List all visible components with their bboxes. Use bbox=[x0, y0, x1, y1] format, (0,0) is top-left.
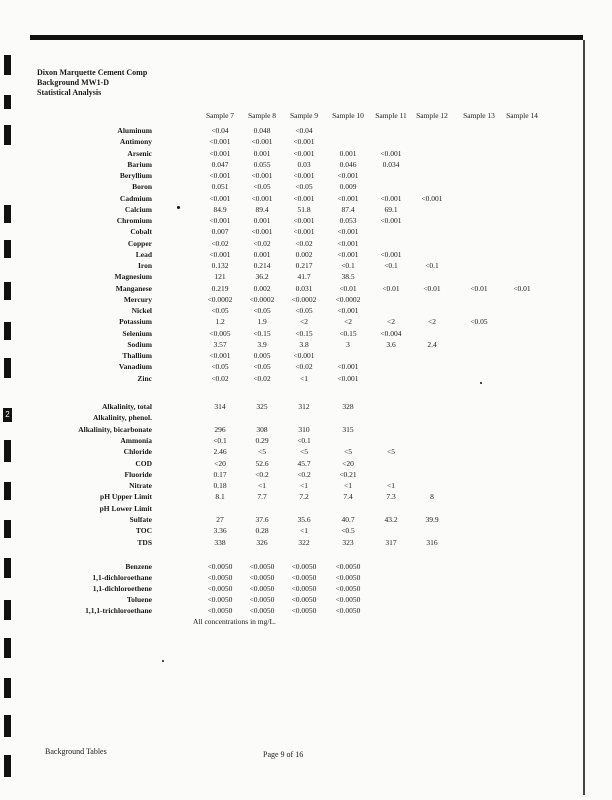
table-cell: 38.5 bbox=[341, 272, 355, 282]
table-cell: <2 bbox=[300, 317, 308, 327]
table-cell: <0.02 bbox=[253, 373, 271, 383]
table-cell: <0.15 bbox=[253, 328, 271, 338]
table-row bbox=[0, 459, 612, 470]
analyte-name: Copper bbox=[127, 238, 152, 248]
table-cell: 8.1 bbox=[215, 492, 225, 502]
table-row bbox=[0, 250, 612, 261]
table-cell: <0.05 bbox=[253, 306, 271, 315]
table-cell: 314 bbox=[214, 402, 226, 411]
table-cell: <0.001 bbox=[380, 193, 402, 203]
table-row bbox=[0, 538, 612, 549]
table-row bbox=[0, 239, 612, 250]
table-cell: <0.01 bbox=[382, 283, 400, 293]
analyte-name: Iron bbox=[137, 261, 152, 270]
table-cell: 312 bbox=[298, 402, 310, 411]
table-cell: <1 bbox=[258, 481, 266, 491]
table-cell: <0.001 bbox=[337, 373, 359, 383]
table-cell: 0.001 bbox=[253, 249, 271, 259]
table-cell: <0.0002 bbox=[335, 294, 361, 304]
table-cell: <0.1 bbox=[297, 435, 311, 445]
table-cell: <5 bbox=[258, 447, 266, 457]
footer-page-number: Page 9 of 16 bbox=[263, 750, 304, 759]
table-cell: <1 bbox=[344, 481, 352, 491]
table-cell: 39.9 bbox=[425, 515, 439, 524]
table-cell: <2 bbox=[344, 317, 352, 327]
table-cell: <1 bbox=[300, 481, 308, 491]
table-cell: <0.21 bbox=[339, 469, 357, 479]
table-cell: 328 bbox=[342, 402, 354, 411]
binding-mark bbox=[4, 95, 11, 109]
table-cell: 1.2 bbox=[215, 317, 225, 327]
table-cell: <0.02 bbox=[211, 373, 229, 383]
table-cell: 316 bbox=[426, 537, 438, 547]
table-cell: 0.034 bbox=[382, 159, 400, 169]
table-cell: <0.001 bbox=[337, 171, 359, 180]
table-cell: 0.009 bbox=[339, 182, 357, 192]
analyte-name: Fluoride bbox=[124, 469, 152, 479]
table-cell: <0.001 bbox=[209, 249, 231, 259]
analyte-name: pH Lower Limit bbox=[99, 503, 152, 513]
table-row bbox=[0, 160, 612, 171]
table-cell: <0.001 bbox=[337, 249, 359, 259]
analyte-name: Manganese bbox=[115, 283, 152, 293]
table-cell: 35.6 bbox=[297, 515, 311, 524]
analyte-name: 1,1-dichloroethene bbox=[92, 584, 152, 593]
table-cell: 0.005 bbox=[253, 351, 271, 360]
analyte-name: 1,1,1-trichloroethane bbox=[85, 606, 152, 615]
table-row bbox=[0, 272, 612, 283]
table-cell: 3.9 bbox=[257, 339, 267, 349]
table-row bbox=[0, 182, 612, 193]
table-cell: 7.2 bbox=[299, 492, 309, 502]
analyte-name: Aluminum bbox=[117, 126, 152, 135]
analyte-name: Cadmium bbox=[119, 193, 152, 203]
table-cell: <0.0050 bbox=[291, 573, 317, 582]
table-cell: <0.0050 bbox=[291, 584, 317, 593]
table-cell: <0.1 bbox=[213, 435, 227, 445]
table-cell: <0.0002 bbox=[249, 294, 275, 304]
table-cell: 0.217 bbox=[295, 261, 313, 270]
table-cell: 84.9 bbox=[213, 204, 227, 214]
table-cell: <0.0050 bbox=[207, 573, 233, 582]
table-cell: 0.18 bbox=[213, 481, 227, 491]
table-row bbox=[0, 470, 612, 481]
analyte-name: Arsenic bbox=[127, 148, 152, 158]
table-cell: 51.8 bbox=[297, 204, 311, 214]
table-row bbox=[0, 425, 612, 436]
table-row bbox=[0, 504, 612, 515]
table-row bbox=[0, 595, 612, 606]
column-header: Sample 14 bbox=[506, 111, 538, 120]
scan-speck bbox=[162, 660, 164, 662]
analyte-name: Sodium bbox=[127, 339, 152, 349]
column-header: Sample 8 bbox=[247, 111, 277, 120]
table-cell: 296 bbox=[214, 424, 226, 434]
scan-speck bbox=[177, 206, 180, 209]
analyte-name: 1,1-dichloroethane bbox=[92, 573, 152, 582]
table-cell: <0.01 bbox=[339, 283, 357, 293]
table-cell: 7.4 bbox=[343, 492, 353, 502]
table-cell: 325 bbox=[256, 402, 268, 411]
table-cell: 0.053 bbox=[339, 216, 357, 225]
table-cell: 43.2 bbox=[384, 515, 398, 524]
analyte-name: Alkalinity, total bbox=[101, 402, 152, 411]
table-cell: 3.8 bbox=[299, 339, 309, 349]
table-cell: <1 bbox=[300, 526, 308, 536]
table-cell: <0.01 bbox=[513, 283, 531, 293]
table-row bbox=[0, 374, 612, 385]
table-cell: <0.001 bbox=[209, 193, 231, 203]
table-cell: <0.0050 bbox=[335, 573, 361, 582]
table-cell: <0.001 bbox=[293, 227, 315, 237]
table-cell: <0.15 bbox=[295, 328, 313, 338]
table-cell: <0.02 bbox=[295, 238, 313, 248]
table-cell: 36.2 bbox=[255, 272, 269, 282]
table-cell: 41.7 bbox=[297, 272, 311, 282]
analysis-title: Statistical Analysis bbox=[37, 88, 102, 97]
table-cell: 0.28 bbox=[255, 526, 269, 536]
table-cell: <1 bbox=[300, 373, 308, 383]
table-cell: <2 bbox=[387, 317, 395, 327]
analyte-name: TDS bbox=[137, 537, 152, 547]
table-cell: 2.4 bbox=[427, 339, 437, 349]
analyte-name: Alkalinity, phenol. bbox=[93, 413, 152, 423]
analyte-name: Magnesium bbox=[114, 272, 152, 282]
table-cell: 315 bbox=[342, 424, 354, 434]
scan-speck bbox=[480, 382, 482, 384]
analyte-name: Nitrate bbox=[129, 481, 152, 491]
table-cell: <0.004 bbox=[380, 328, 402, 338]
table-row bbox=[0, 126, 612, 137]
table-row bbox=[0, 194, 612, 205]
table-cell: 0.055 bbox=[253, 159, 271, 169]
table-cell: <0.001 bbox=[209, 171, 231, 180]
table-cell: <0.001 bbox=[293, 171, 315, 180]
table-row bbox=[0, 261, 612, 272]
analyte-name: Thallium bbox=[122, 351, 152, 360]
table-cell: <0.02 bbox=[253, 238, 271, 248]
column-header: Sample 12 bbox=[416, 111, 448, 120]
table-cell: 0.001 bbox=[253, 148, 271, 158]
table-cell: <0.05 bbox=[211, 306, 229, 315]
table-cell: <0.001 bbox=[251, 137, 273, 147]
table-cell: <0.0050 bbox=[335, 595, 361, 604]
table-cell: <2 bbox=[428, 317, 436, 327]
table-cell: 338 bbox=[214, 537, 226, 547]
document-header bbox=[37, 68, 147, 98]
table-cell: <0.05 bbox=[253, 362, 271, 372]
binding-mark bbox=[4, 638, 11, 658]
table-cell: 40.7 bbox=[341, 515, 355, 524]
table-cell: <0.2 bbox=[297, 469, 311, 479]
analyte-name: COD bbox=[135, 458, 152, 468]
table-cell: <0.0050 bbox=[335, 562, 361, 571]
table-cell: <1 bbox=[387, 481, 395, 491]
table-cell: <0.05 bbox=[295, 306, 313, 315]
table-cell: <0.001 bbox=[251, 171, 273, 180]
table-row bbox=[0, 436, 612, 447]
well-id: Background MW1-D bbox=[37, 78, 110, 87]
table-cell: 121 bbox=[214, 272, 226, 282]
table-cell: 0.048 bbox=[253, 126, 271, 135]
table-cell: <0.0050 bbox=[291, 562, 317, 571]
table-row bbox=[0, 402, 612, 413]
analyte-name: Calcium bbox=[124, 204, 152, 214]
analyte-name: TOC bbox=[135, 526, 152, 536]
table-cell: <0.0050 bbox=[207, 562, 233, 571]
table-row bbox=[0, 227, 612, 238]
table-cell: 2.46 bbox=[213, 447, 227, 457]
analyte-name: Zinc bbox=[137, 373, 152, 383]
table-cell: <0.001 bbox=[421, 193, 443, 203]
table-cell: 0.001 bbox=[253, 216, 271, 225]
table-cell: <0.1 bbox=[384, 261, 398, 270]
table-cell: 89.4 bbox=[255, 204, 269, 214]
table-cell: 7.7 bbox=[257, 492, 267, 502]
table-row bbox=[0, 606, 612, 617]
table-cell: <0.0050 bbox=[335, 584, 361, 593]
table-row bbox=[0, 515, 612, 526]
table-cell: 0.214 bbox=[253, 261, 271, 270]
column-header: Sample 11 bbox=[375, 111, 407, 120]
table-cell: <0.0050 bbox=[291, 606, 317, 615]
company-name: Dixon Marquette Cement Comp bbox=[37, 68, 148, 77]
table-cell: <0.005 bbox=[209, 328, 231, 338]
table-row bbox=[0, 149, 612, 160]
table-row bbox=[0, 351, 612, 362]
column-header: Sample 9 bbox=[289, 111, 319, 120]
table-cell: <0.001 bbox=[293, 137, 315, 147]
table-cell: <0.5 bbox=[341, 526, 355, 536]
table-row bbox=[0, 171, 612, 182]
table-cell: <0.001 bbox=[337, 306, 359, 315]
table-cell: 3.36 bbox=[213, 526, 227, 536]
binding-mark bbox=[4, 715, 11, 737]
analyte-name: Lead bbox=[135, 249, 152, 259]
analyte-name: Chloride bbox=[123, 447, 152, 457]
table-cell: <0.0002 bbox=[207, 294, 233, 304]
table-cell: 0.29 bbox=[255, 435, 269, 445]
table-cell: <0.001 bbox=[380, 216, 402, 225]
table-cell: <0.001 bbox=[380, 148, 402, 158]
table-row bbox=[0, 137, 612, 148]
analyte-name: Selenium bbox=[122, 328, 152, 338]
table-cell: <0.04 bbox=[295, 126, 313, 135]
table-cell: <0.05 bbox=[211, 362, 229, 372]
table-cell: <5 bbox=[300, 447, 308, 457]
table-cell: <0.01 bbox=[470, 283, 488, 293]
binding-mark bbox=[4, 678, 11, 698]
table-cell: 52.6 bbox=[255, 458, 269, 468]
table-cell: 45.7 bbox=[297, 458, 311, 468]
table-row bbox=[0, 317, 612, 328]
table-cell: 0.046 bbox=[339, 159, 357, 169]
table-row bbox=[0, 573, 612, 584]
table-cell: 1.9 bbox=[257, 317, 267, 327]
analyte-name: Boron bbox=[132, 182, 152, 192]
binding-mark bbox=[4, 755, 11, 777]
footer-section-title: Background Tables bbox=[45, 747, 107, 756]
table-cell: <0.001 bbox=[337, 362, 359, 372]
table-cell: <0.0050 bbox=[207, 606, 233, 615]
table-cell: <0.0050 bbox=[249, 595, 275, 604]
analyte-name: Beryllium bbox=[119, 171, 152, 180]
table-cell: <0.0050 bbox=[207, 584, 233, 593]
table-cell: <0.1 bbox=[425, 261, 439, 270]
table-cell: <0.0050 bbox=[249, 573, 275, 582]
table-cell: 0.132 bbox=[211, 261, 229, 270]
table-cell: <0.001 bbox=[293, 351, 315, 360]
table-cell: 0.031 bbox=[295, 283, 313, 293]
table-cell: <0.04 bbox=[211, 126, 229, 135]
table-cell: <0.15 bbox=[339, 328, 357, 338]
analyte-name: Chromium bbox=[116, 216, 152, 225]
table-cell: 3 bbox=[346, 339, 350, 349]
table-row bbox=[0, 205, 612, 216]
units-note: All concentrations in mg/L. bbox=[193, 617, 276, 626]
table-cell: 322 bbox=[298, 537, 310, 547]
table-row bbox=[0, 284, 612, 295]
analyte-name: Ammonia bbox=[120, 435, 152, 445]
table-cell: <20 bbox=[342, 458, 354, 468]
table-cell: 37.6 bbox=[255, 515, 269, 524]
table-cell: <0.001 bbox=[293, 148, 315, 158]
table-cell: <0.0050 bbox=[335, 606, 361, 615]
table-cell: 69.1 bbox=[384, 204, 398, 214]
table-cell: 0.007 bbox=[211, 227, 229, 237]
table-cell: <0.001 bbox=[293, 193, 315, 203]
table-cell: 323 bbox=[342, 537, 354, 547]
analyte-name: Alkalinity, bicarbonate bbox=[78, 424, 152, 434]
table-cell: <0.05 bbox=[253, 182, 271, 192]
table-cell: 3.6 bbox=[386, 339, 396, 349]
table-cell: 87.4 bbox=[341, 204, 355, 214]
column-headers bbox=[0, 111, 612, 123]
analyte-name: Toluene bbox=[126, 595, 152, 604]
table-cell: 0.001 bbox=[339, 148, 357, 158]
table-row bbox=[0, 340, 612, 351]
table-cell: <0.0002 bbox=[291, 294, 317, 304]
table-row bbox=[0, 295, 612, 306]
top-border bbox=[30, 35, 583, 40]
table-cell: 308 bbox=[256, 424, 268, 434]
table-cell: <0.001 bbox=[209, 351, 231, 360]
table-cell: <20 bbox=[214, 458, 226, 468]
analyte-name: Mercury bbox=[123, 294, 152, 304]
table-cell: <0.001 bbox=[251, 193, 273, 203]
table-cell: <5 bbox=[387, 447, 395, 457]
table-cell: <0.2 bbox=[255, 469, 269, 479]
table-cell: 0.002 bbox=[295, 249, 313, 259]
table-row bbox=[0, 362, 612, 373]
table-cell: <0.001 bbox=[209, 137, 231, 147]
column-header: Sample 7 bbox=[205, 111, 235, 120]
table-row bbox=[0, 447, 612, 458]
table-cell: <0.001 bbox=[337, 238, 359, 248]
table-row bbox=[0, 306, 612, 317]
table-cell: 0.219 bbox=[211, 283, 229, 293]
table-row bbox=[0, 413, 612, 424]
analyte-name: pH Upper Limit bbox=[100, 492, 152, 502]
table-cell: <0.0050 bbox=[249, 606, 275, 615]
table-cell: 8 bbox=[430, 492, 434, 502]
table-cell: 0.03 bbox=[297, 159, 311, 169]
table-cell: 27 bbox=[216, 515, 224, 524]
table-row bbox=[0, 481, 612, 492]
table-cell: 310 bbox=[298, 424, 310, 434]
table-cell: <0.0050 bbox=[249, 562, 275, 571]
table-cell: 0.17 bbox=[213, 469, 227, 479]
table-cell: <0.001 bbox=[293, 216, 315, 225]
table-cell: <0.02 bbox=[211, 238, 229, 248]
table-cell: 326 bbox=[256, 537, 268, 547]
table-cell: 317 bbox=[385, 537, 397, 547]
analyte-name: Potassium bbox=[119, 317, 152, 327]
table-row bbox=[0, 584, 612, 595]
table-cell: 0.047 bbox=[211, 159, 229, 169]
table-row bbox=[0, 216, 612, 227]
table-cell: <0.001 bbox=[209, 216, 231, 225]
analyte-name: Sulfate bbox=[129, 515, 152, 524]
table-cell: 3.57 bbox=[213, 339, 227, 349]
analyte-name: Cobalt bbox=[130, 227, 152, 237]
table-row bbox=[0, 562, 612, 573]
table-cell: <0.001 bbox=[380, 249, 402, 259]
analyte-name: Barium bbox=[127, 159, 152, 169]
table-row bbox=[0, 329, 612, 340]
table-cell: 0.002 bbox=[253, 283, 271, 293]
table-cell: <0.0050 bbox=[291, 595, 317, 604]
table-cell: 7.3 bbox=[386, 492, 396, 502]
table-cell: <0.0050 bbox=[249, 584, 275, 593]
column-header: Sample 13 bbox=[463, 111, 495, 120]
table-cell: <0.001 bbox=[337, 227, 359, 237]
table-cell: <0.05 bbox=[470, 317, 488, 327]
analyte-name: Benzene bbox=[125, 562, 152, 571]
table-cell: 0.051 bbox=[211, 182, 229, 192]
table-row bbox=[0, 526, 612, 537]
column-header: Sample 10 bbox=[332, 111, 364, 120]
table-cell: <0.05 bbox=[295, 182, 313, 192]
table-cell: <0.1 bbox=[341, 261, 355, 270]
table-cell: <5 bbox=[344, 447, 352, 457]
table-cell: <0.001 bbox=[337, 193, 359, 203]
binding-mark bbox=[4, 55, 11, 75]
analyte-name: Antimony bbox=[119, 137, 152, 147]
table-cell: <0.0050 bbox=[207, 595, 233, 604]
table-row bbox=[0, 492, 612, 503]
table-cell: <0.001 bbox=[209, 148, 231, 158]
table-cell: <0.02 bbox=[295, 362, 313, 372]
analyte-name: Nickel bbox=[131, 306, 152, 315]
analyte-name: Vanadium bbox=[118, 362, 152, 372]
table-cell: <0.001 bbox=[251, 227, 273, 237]
table-cell: <0.01 bbox=[423, 283, 441, 293]
margin-number: 2 bbox=[3, 408, 12, 422]
